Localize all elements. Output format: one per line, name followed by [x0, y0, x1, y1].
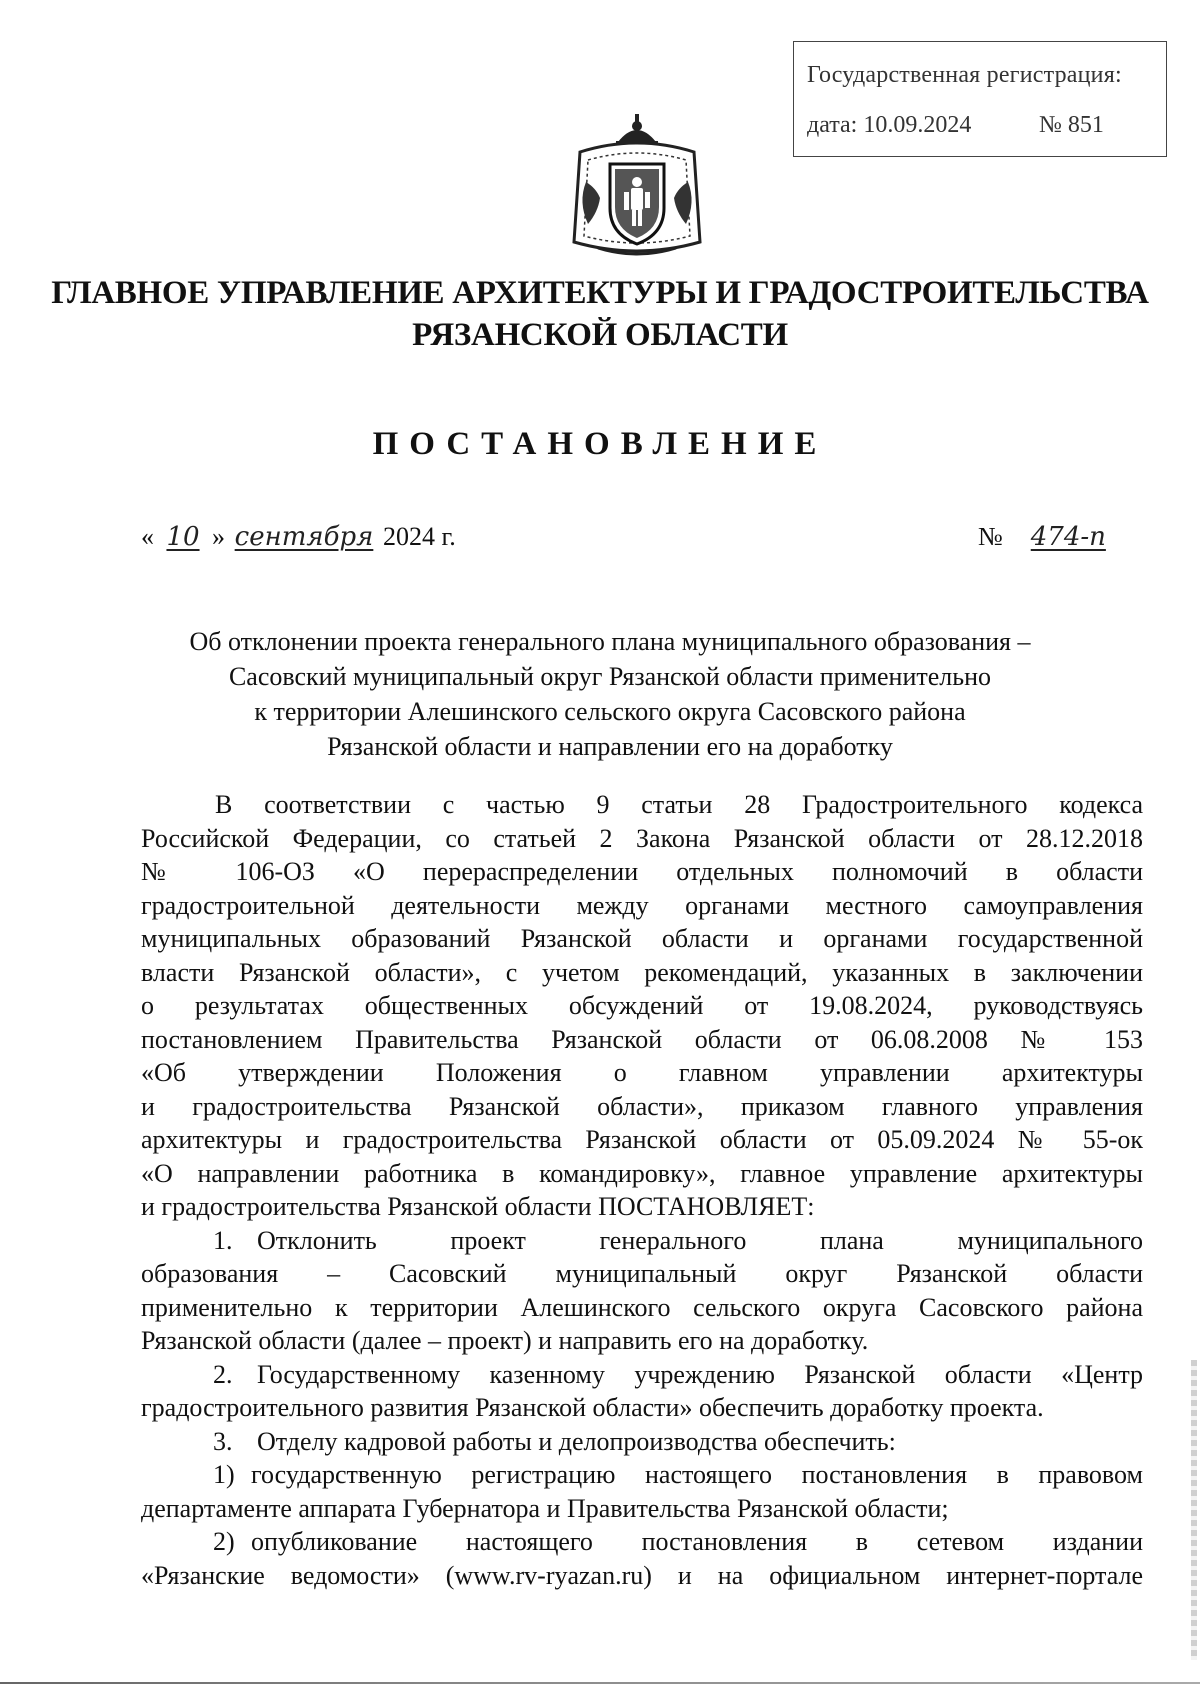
number-prefix: № [978, 522, 1003, 551]
subject-line: Об отклонении проекта генерального плана муниципального образования – [189, 627, 1031, 656]
document-type-title: ПОСТАНОВЛЕНИЕ [372, 426, 828, 462]
date-month-handwritten: сентября [234, 522, 374, 552]
preamble-line: архитектуры и градостроительства Рязанской области от 05.09.2024 № 55-ок [141, 1125, 1143, 1154]
subject-line: Сасовский муниципальный округ Рязанской области применительно [228, 662, 992, 691]
date-open-quote: « [141, 522, 154, 551]
item-1-line: применительно к территории Алешинского сельского округа Сасовского района [141, 1292, 1143, 1322]
item-2-line: градостроительного развития Рязанской области» обеспечить доработку проекта. [141, 1393, 1044, 1422]
subitem-1-line [141, 1458, 1143, 1492]
preamble-line: власти Рязанской области», с учетом рекомендаций, указанных в заключении [141, 957, 1143, 987]
organization-name [0, 272, 1200, 356]
item-3-number: 3. [213, 1426, 233, 1456]
registration-number: № 851 [1039, 112, 1104, 138]
item-1-line: Рязанской области (далее – проект) и направить его на доработку. [141, 1326, 869, 1355]
registration-title: Государственная регистрация: [807, 62, 1122, 88]
item-2-line [141, 1358, 1143, 1392]
preamble-line: и градостроительства Рязанской области», приказом главного управления [141, 1091, 1143, 1121]
scan-edge-artifact [1191, 1360, 1197, 1660]
document-number [978, 522, 1127, 552]
subitem-1-number: 1) [213, 1460, 235, 1489]
item-1-line: образования – Сасовский муниципальный округ Рязанской области [141, 1259, 1143, 1288]
date-year: 2024 г. [383, 522, 456, 551]
item-3-line [141, 1425, 1143, 1459]
preamble-line: о результатах общественных обсуждений от 19.08.2024, руководствуясь [141, 991, 1143, 1020]
registration-stamp [793, 41, 1167, 157]
coat-of-arms-icon [568, 112, 706, 262]
preamble-line: и градостроительства Рязанской области ПОСТАНОВЛЯЕТ: [141, 1192, 815, 1221]
organization-name-line: ГЛАВНОЕ УПРАВЛЕНИЕ АРХИТЕКТУРЫ И ГРАДОСТРОИТЕЛЬСТВА [51, 275, 1149, 311]
preamble-line: муниципальных образований Рязанской области и органами государственной [141, 924, 1143, 953]
item-1-line [141, 1224, 1143, 1258]
subitem-1-line: департаменте аппарата Губернатора и Правительства Рязанской области; [141, 1493, 949, 1523]
preamble-line: № 106-ОЗ «О перераспределении отдельных полномочий в области [141, 857, 1143, 886]
document-body [141, 788, 1143, 1592]
item-2-text: Государственному казенному учреждению Рязанской области «Центр [257, 1359, 1143, 1389]
organization-name-line: РЯЗАНСКОЙ ОБЛАСТИ [412, 317, 788, 353]
preamble-line: градостроительной деятельности между органами местного самоуправления [141, 890, 1143, 920]
subject-line: к территории Алешинского сельского округа Сасовского района [254, 697, 966, 726]
preamble-line: Российской Федерации, со статьей 2 Закона Рязанской области от 28.12.2018 [141, 823, 1143, 853]
date-close-quote: » [212, 522, 225, 551]
subitem-2-line [141, 1525, 1143, 1559]
document-date [141, 522, 456, 552]
subitem-2-text: опубликование настоящего постановления в сетевом издании [251, 1527, 1143, 1556]
number-handwritten: 474-п [1030, 522, 1106, 552]
item-2-number: 2. [213, 1359, 233, 1389]
preamble-line: В соответствии с частью 9 статьи 28 Градостроительного кодекса [215, 790, 1143, 819]
item-3-text: Отделу кадровой работы и делопроизводства обеспечить: [257, 1426, 896, 1456]
scan-bottom-line [0, 1682, 1200, 1684]
registration-date: дата: 10.09.2024 [807, 112, 972, 138]
date-day-handwritten: 10 [166, 522, 200, 552]
preamble-line: «Об утверждении Положения о главном управлении архитектуры [141, 1058, 1143, 1087]
document-subject [160, 624, 1060, 764]
preamble-line: «О направлении работника в командировку», главное управление архитектуры [141, 1158, 1143, 1188]
subitem-2-number: 2) [213, 1527, 235, 1556]
subitem-1-text: государственную регистрацию настоящего постановления в правовом [251, 1460, 1143, 1489]
item-1-text: Отклонить проект генерального плана муниципального [257, 1225, 1143, 1255]
subitem-2-line: «Рязанские ведомости» (www.rv-ryazan.ru) и на официальном интернет-портале [141, 1560, 1143, 1590]
item-1-number: 1. [213, 1225, 233, 1255]
preamble-line: постановлением Правительства Рязанской области от 06.08.2008 № 153 [141, 1024, 1143, 1054]
subject-line: Рязанской области и направлении его на доработку [327, 732, 893, 761]
